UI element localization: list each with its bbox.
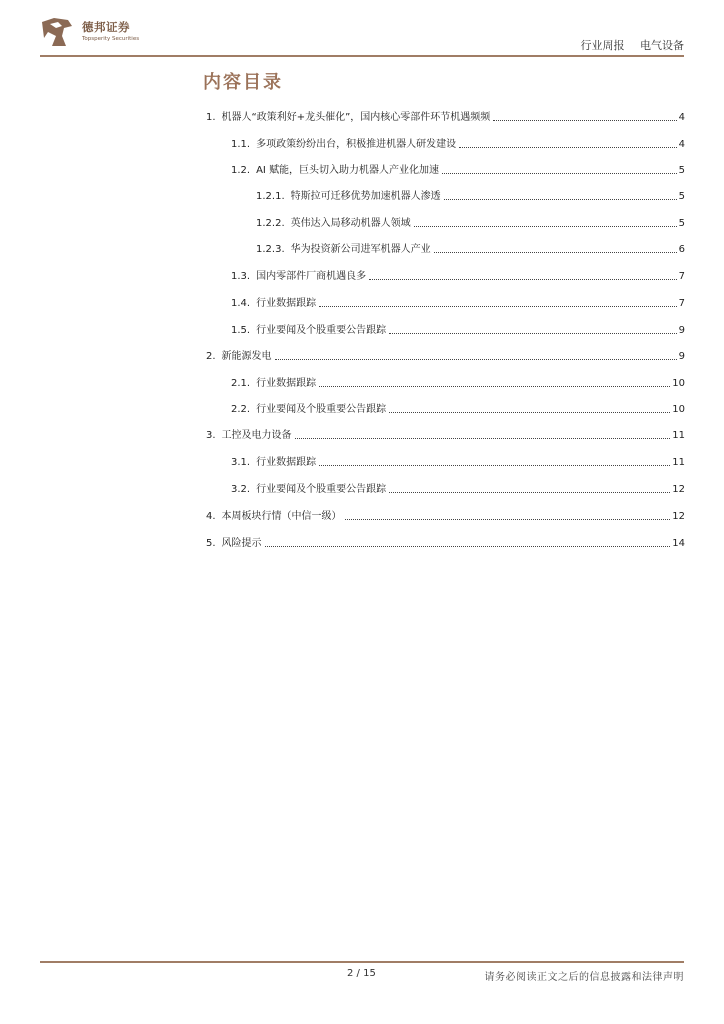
toc-dot-leader <box>434 252 677 253</box>
toc-entry-page: 11 <box>672 430 685 441</box>
toc-entry-title: 行业数据跟踪 <box>256 378 317 389</box>
toc-dot-leader <box>459 147 677 148</box>
header-divider <box>40 55 684 57</box>
toc-entry-title: 新能源发电 <box>221 351 272 362</box>
toc-entry-title: 本周板块行情（中信一级） <box>221 511 342 522</box>
toc-entry[interactable] <box>206 509 685 523</box>
toc-entry[interactable] <box>231 402 685 416</box>
toc-title: 内容目录 <box>203 72 283 93</box>
footer-divider <box>40 961 684 963</box>
toc-dot-leader <box>414 226 677 227</box>
toc-entry-number: 1.3. <box>231 271 251 282</box>
toc-entry[interactable] <box>206 428 685 442</box>
toc-dot-leader <box>319 306 677 307</box>
logo-text-en: Topsperity Securities <box>82 36 140 42</box>
toc-dot-leader <box>389 333 677 334</box>
toc-dot-leader <box>295 438 671 439</box>
toc-entry-number: 1.2.2. <box>256 218 285 229</box>
toc-entry-title: 特斯拉可迁移优势加速机器人渗透 <box>290 191 441 202</box>
toc-entry-page: 12 <box>672 484 685 495</box>
toc-dot-leader <box>389 492 670 493</box>
toc-entry-number: 1. <box>206 112 216 123</box>
toc-entry[interactable] <box>231 376 685 390</box>
toc-entry-title: 风险提示 <box>221 538 262 549</box>
toc-entry-number: 3.1. <box>231 457 251 468</box>
toc-entry-title: 行业要闻及个股重要公告跟踪 <box>256 404 387 415</box>
toc-entry-number: 4. <box>206 511 216 522</box>
page-indicator: 2 / 15 <box>347 968 376 979</box>
toc-entry-page: 6 <box>678 244 685 255</box>
toc-entry[interactable] <box>231 455 685 469</box>
logo-text-cn: 德邦证券 <box>82 20 130 34</box>
toc-entry[interactable] <box>231 482 685 496</box>
toc-entry-title: 工控及电力设备 <box>221 430 292 441</box>
toc-entry-page: 10 <box>672 404 685 415</box>
report-category: 行业周报 <box>580 39 625 52</box>
toc-entry-number: 1.4. <box>231 298 251 309</box>
company-logo <box>40 16 150 50</box>
toc-dot-leader <box>319 386 670 387</box>
toc-entry-page: 4 <box>678 112 685 123</box>
toc-entry-page: 9 <box>678 325 685 336</box>
toc-entry-number: 3.2. <box>231 484 251 495</box>
toc-entry-title: 机器人“政策利好+龙头催化”，国内核心零部件环节机遇频频 <box>221 112 491 123</box>
toc-entry[interactable] <box>231 137 685 151</box>
toc-entry[interactable] <box>256 216 685 230</box>
toc-entry-page: 14 <box>672 538 685 549</box>
toc-entry-page: 7 <box>678 298 685 309</box>
toc-entry-page: 4 <box>678 139 685 150</box>
header-tags <box>581 37 685 53</box>
toc-dot-leader <box>369 279 677 280</box>
toc-entry-title: 多项政策纷纷出台，积极推进机器人研发建设 <box>256 139 457 150</box>
toc-entry[interactable] <box>206 110 685 124</box>
industry-name: 电气设备 <box>640 39 684 52</box>
toc-entry-title: 国内零部件厂商机遇良多 <box>256 271 367 282</box>
toc-dot-leader <box>444 199 677 200</box>
toc-entry[interactable] <box>231 163 685 177</box>
disclaimer-note: 请务必阅读正文之后的信息披露和法律声明 <box>484 972 684 983</box>
toc-dot-leader <box>389 412 670 413</box>
toc-dot-leader <box>275 359 677 360</box>
toc-entry[interactable] <box>231 269 685 283</box>
toc-entry-page: 5 <box>678 218 685 229</box>
toc-entry-number: 2.1. <box>231 378 251 389</box>
toc-entry[interactable] <box>256 242 685 256</box>
toc-entry-number: 1.2.3. <box>256 244 285 255</box>
toc-entry-page: 12 <box>672 511 685 522</box>
toc-entry-title: AI 赋能，巨头切入助力机器人产业化加速 <box>256 165 440 176</box>
toc-entry-page: 11 <box>672 457 685 468</box>
toc-entry-number: 1.1. <box>231 139 251 150</box>
toc-entry-number: 5. <box>206 538 216 549</box>
toc-entry-number: 2.2. <box>231 404 251 415</box>
toc-entry-title: 华为投资新公司进军机器人产业 <box>290 244 431 255</box>
logo-mark-icon <box>40 16 74 48</box>
toc-entry-title: 行业数据跟踪 <box>256 298 317 309</box>
toc-entry[interactable] <box>231 323 685 337</box>
toc-entry-page: 5 <box>678 165 685 176</box>
toc-dot-leader <box>442 173 677 174</box>
toc-entry-title: 行业数据跟踪 <box>256 457 317 468</box>
toc-entry-number: 1.2.1. <box>256 191 285 202</box>
toc-entry-number: 2. <box>206 351 216 362</box>
toc-entry[interactable] <box>256 189 685 203</box>
toc-entry-title: 行业要闻及个股重要公告跟踪 <box>256 484 387 495</box>
toc-entry-title: 行业要闻及个股重要公告跟踪 <box>256 325 387 336</box>
toc-entry-page: 10 <box>672 378 685 389</box>
toc-entry[interactable] <box>206 349 685 363</box>
toc-dot-leader <box>493 120 676 121</box>
toc-entry-title: 英伟达入局移动机器人领域 <box>290 218 411 229</box>
toc-entry-number: 1.2. <box>231 165 251 176</box>
toc-dot-leader <box>345 519 671 520</box>
toc-entry-number: 3. <box>206 430 216 441</box>
toc-entry-page: 5 <box>678 191 685 202</box>
toc-dot-leader <box>265 546 671 547</box>
toc-entry-number: 1.5. <box>231 325 251 336</box>
toc-entry-page: 7 <box>678 271 685 282</box>
toc-dot-leader <box>319 465 670 466</box>
toc-entry[interactable] <box>231 296 685 310</box>
toc-entry[interactable] <box>206 536 685 550</box>
toc-entry-page: 9 <box>678 351 685 362</box>
